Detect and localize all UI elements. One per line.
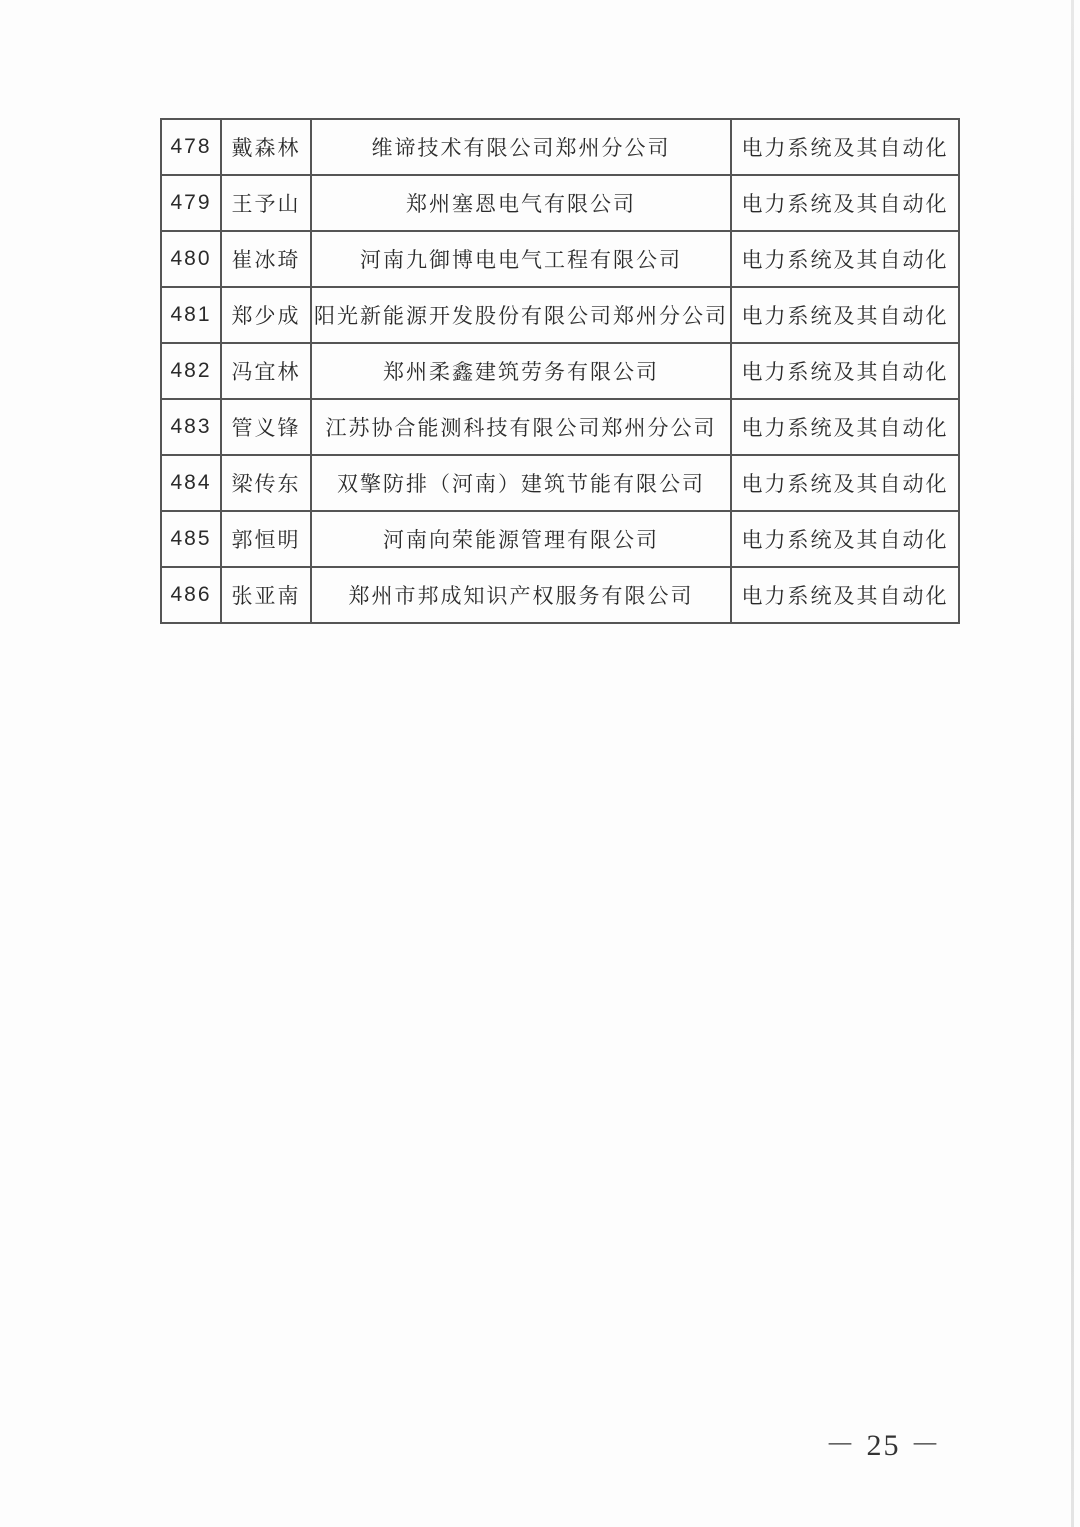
row-number: 481 bbox=[161, 287, 221, 343]
row-number: 483 bbox=[161, 399, 221, 455]
row-number: 484 bbox=[161, 455, 221, 511]
table-row bbox=[161, 343, 959, 399]
person-name: 梁传东 bbox=[221, 455, 311, 511]
person-name: 郑少成 bbox=[221, 287, 311, 343]
scan-edge-shadow bbox=[1071, 0, 1074, 1527]
major-field: 电力系统及其自动化 bbox=[731, 287, 959, 343]
row-number: 478 bbox=[161, 119, 221, 175]
company-name: 河南九御博电电气工程有限公司 bbox=[311, 231, 731, 287]
major-field: 电力系统及其自动化 bbox=[731, 119, 959, 175]
person-name: 张亚南 bbox=[221, 567, 311, 623]
major-field: 电力系统及其自动化 bbox=[731, 175, 959, 231]
row-number: 482 bbox=[161, 343, 221, 399]
table-row bbox=[161, 231, 959, 287]
page-number: － 25 － bbox=[825, 1429, 942, 1462]
company-name: 江苏协合能测科技有限公司郑州分公司 bbox=[311, 399, 731, 455]
row-number: 486 bbox=[161, 567, 221, 623]
major-field: 电力系统及其自动化 bbox=[731, 511, 959, 567]
person-name: 郭恒明 bbox=[221, 511, 311, 567]
company-name: 郑州市邦成知识产权服务有限公司 bbox=[311, 567, 731, 623]
company-name: 河南向荣能源管理有限公司 bbox=[311, 511, 731, 567]
major-field: 电力系统及其自动化 bbox=[731, 567, 959, 623]
person-name: 冯宜林 bbox=[221, 343, 311, 399]
company-name: 双擎防排（河南）建筑节能有限公司 bbox=[311, 455, 731, 511]
table-row bbox=[161, 119, 959, 175]
company-name: 郑州塞恩电气有限公司 bbox=[311, 175, 731, 231]
person-name: 管义锋 bbox=[221, 399, 311, 455]
table-row bbox=[161, 399, 959, 455]
table-row bbox=[161, 567, 959, 623]
roster-table bbox=[160, 118, 960, 624]
person-name: 戴森林 bbox=[221, 119, 311, 175]
row-number: 479 bbox=[161, 175, 221, 231]
company-name: 阳光新能源开发股份有限公司郑州分公司 bbox=[311, 287, 731, 343]
table-row bbox=[161, 511, 959, 567]
company-name: 维谛技术有限公司郑州分公司 bbox=[311, 119, 731, 175]
table-row bbox=[161, 287, 959, 343]
table-row bbox=[161, 175, 959, 231]
major-field: 电力系统及其自动化 bbox=[731, 399, 959, 455]
major-field: 电力系统及其自动化 bbox=[731, 231, 959, 287]
company-name: 郑州柔鑫建筑劳务有限公司 bbox=[311, 343, 731, 399]
row-number: 485 bbox=[161, 511, 221, 567]
row-number: 480 bbox=[161, 231, 221, 287]
major-field: 电力系统及其自动化 bbox=[731, 455, 959, 511]
table-row bbox=[161, 455, 959, 511]
major-field: 电力系统及其自动化 bbox=[731, 343, 959, 399]
person-name: 崔冰琦 bbox=[221, 231, 311, 287]
person-name: 王予山 bbox=[221, 175, 311, 231]
